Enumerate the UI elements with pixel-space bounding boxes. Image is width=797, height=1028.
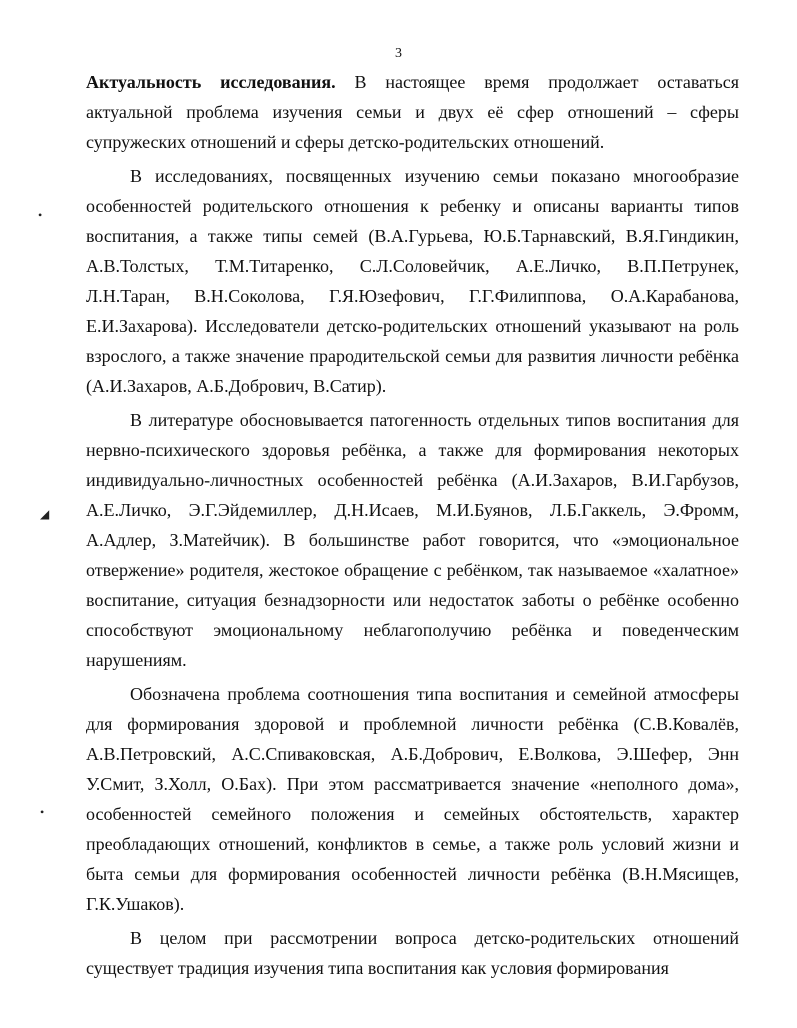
paragraph-text: Обозначена проблема соотношения типа воспитания и семейной атмосферы для формирования здоровой и проблемной личности ребёнка (С.В.Ковалёв, А.В.Петровский, А.С.Спиваковская, А.Б.Добрович, Е.Волкова, Э.Шефер, Энн У.Смит, З.Холл, О.Бах). При этом рассматривается значение «неполного дома», особенностей семейного положения и семейных обстоятельств, характер преобладающих отношений, конфликтов в семье, а также роль условий жизни и быта семьи для формирования особенностей личности ребёнка (В.Н.Мясищев, Г.К.Ушаков).	[86, 684, 739, 914]
body-text	[86, 67, 739, 983]
scan-mark-2: ◢	[40, 507, 50, 521]
section-lead: Актуальность исследования.	[86, 72, 336, 92]
paragraph-text: В настоящее время продолжает оставаться актуальной проблема изучения семьи и двух её сфер отношений – сферы супружеских отношений и сферы детско-родительских отношений.	[86, 72, 739, 152]
paragraph-family-studies	[86, 161, 739, 401]
scan-mark-1: •	[38, 208, 43, 222]
scan-mark-3: •	[40, 805, 45, 819]
paragraph-text: В исследованиях, посвященных изучению семьи показано многообразие особенностей родительского отношения к ребенку и описаны варианты типов воспитания, а также типы семей (В.А.Гурьева, Ю.Б.Тарнавский, В.Я.Гиндикин, А.В.Толстых, Т.М.Титаренко, С.Л.Соловейчик, А.Е.Личко, В.П.Петрунек, Л.Н.Таран, В.Н.Соколова, Г.Я.Юзефович, Г.Г.Филиппова, О.А.Карабанова, Е.И.Захарова). Исследователи детско-родительских отношений указывают на роль взрослого, а также значение прародительской семьи для развития личности ребёнка (А.И.Захаров, А.Б.Добрович, В.Сатир).	[86, 166, 739, 396]
paragraph-relevance	[86, 67, 739, 157]
paragraph-conclusion	[86, 923, 739, 983]
page-number: 3	[395, 46, 402, 61]
paragraph-pathogenicity	[86, 405, 739, 675]
paragraph-text: В литературе обосновывается патогенность отдельных типов воспитания для нервно-психического здоровья ребёнка, а также для формирования некоторых индивидуально-личностных особенностей ребёнка (А.И.Захаров, В.И.Гарбузов, А.Е.Личко, Э.Г.Эйдемиллер, Д.Н.Исаев, М.И.Буянов, Л.Б.Гаккель, Э.Фромм, А.Адлер, З.Матейчик). В большинстве работ говорится, что «эмоциональное отвержение» родителя, жестокое обращение с ребёнком, так называемое «халатное» воспитание, ситуация безнадзорности или недостаток заботы о ребёнке особенно способствуют эмоциональному неблагополучию ребёнка и поведенческим нарушениям.	[86, 410, 739, 670]
paragraph-text: В целом при рассмотрении вопроса детско-родительских отношений существует традиция изучения типа воспитания как условия формирования	[86, 928, 739, 978]
paragraph-family-atmosphere	[86, 679, 739, 919]
